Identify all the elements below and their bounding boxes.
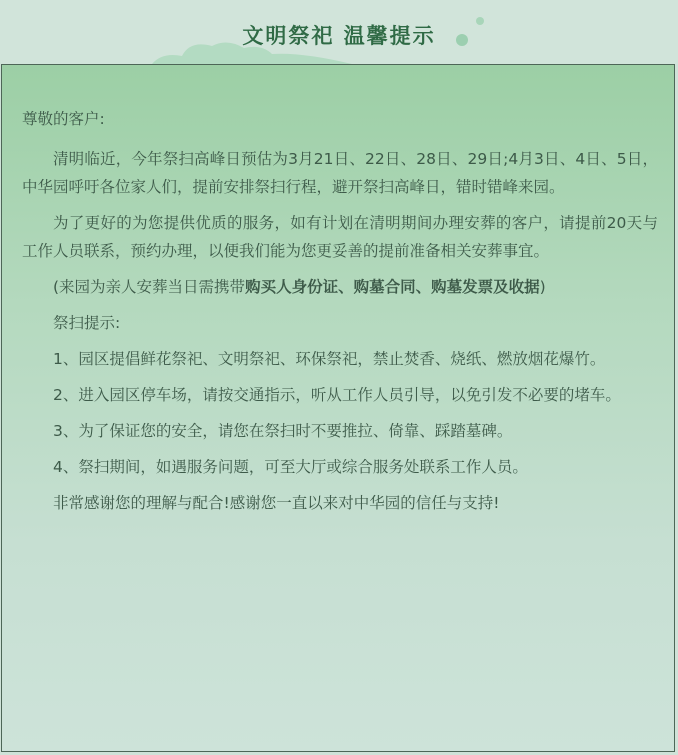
tip-item: 1、园区提倡鲜花祭祀、文明祭祀、环保祭祀，禁止焚香、烧纸、燃放烟花爆竹。 — [53, 350, 606, 368]
tips-heading: 祭扫提示: — [53, 314, 121, 332]
documents-list: 购买人身份证、购墓合同、购墓发票及收据 — [245, 278, 540, 296]
paragraph-peak-days: 清明临近，今年祭扫高峰日预估为3月21日、22日、28日、29日;4月3日、4日、5日，中华园呼吁各位家人们，提前安排祭扫行程，避开祭扫高峰日，错时错峰来园。 — [22, 150, 658, 196]
documents-prefix: (来园为亲人安葬当日需携带 — [53, 278, 246, 296]
paragraph-required-documents — [22, 273, 658, 301]
page-title: 文明祭祀 温馨提示 — [242, 24, 436, 48]
notice-content — [22, 105, 658, 525]
greeting: 尊敬的客户: — [22, 110, 105, 128]
closing-message: 非常感谢您的理解与配合!感谢您一直以来对中华园的信任与支持! — [53, 494, 500, 512]
paragraph-burial-appointment: 为了更好的为您提供优质的服务，如有计划在清明期间办理安葬的客户，请提前20天与工作人员联系，预约办理，以便我们能为您更妥善的提前准备相关安葬事宜。 — [22, 214, 658, 260]
documents-suffix: ) — [539, 278, 546, 296]
tip-item: 4、祭扫期间，如遇服务问题，可至大厅或综合服务处联系工作人员。 — [53, 458, 528, 476]
header-banner — [0, 0, 678, 64]
tip-item: 2、进入园区停车场，请按交通指示，听从工作人员引导，以免引发不必要的堵车。 — [53, 386, 621, 404]
tip-item: 3、为了保证您的安全，请您在祭扫时不要推拉、倚靠、踩踏墓碑。 — [53, 422, 513, 440]
notice-panel — [1, 64, 675, 752]
